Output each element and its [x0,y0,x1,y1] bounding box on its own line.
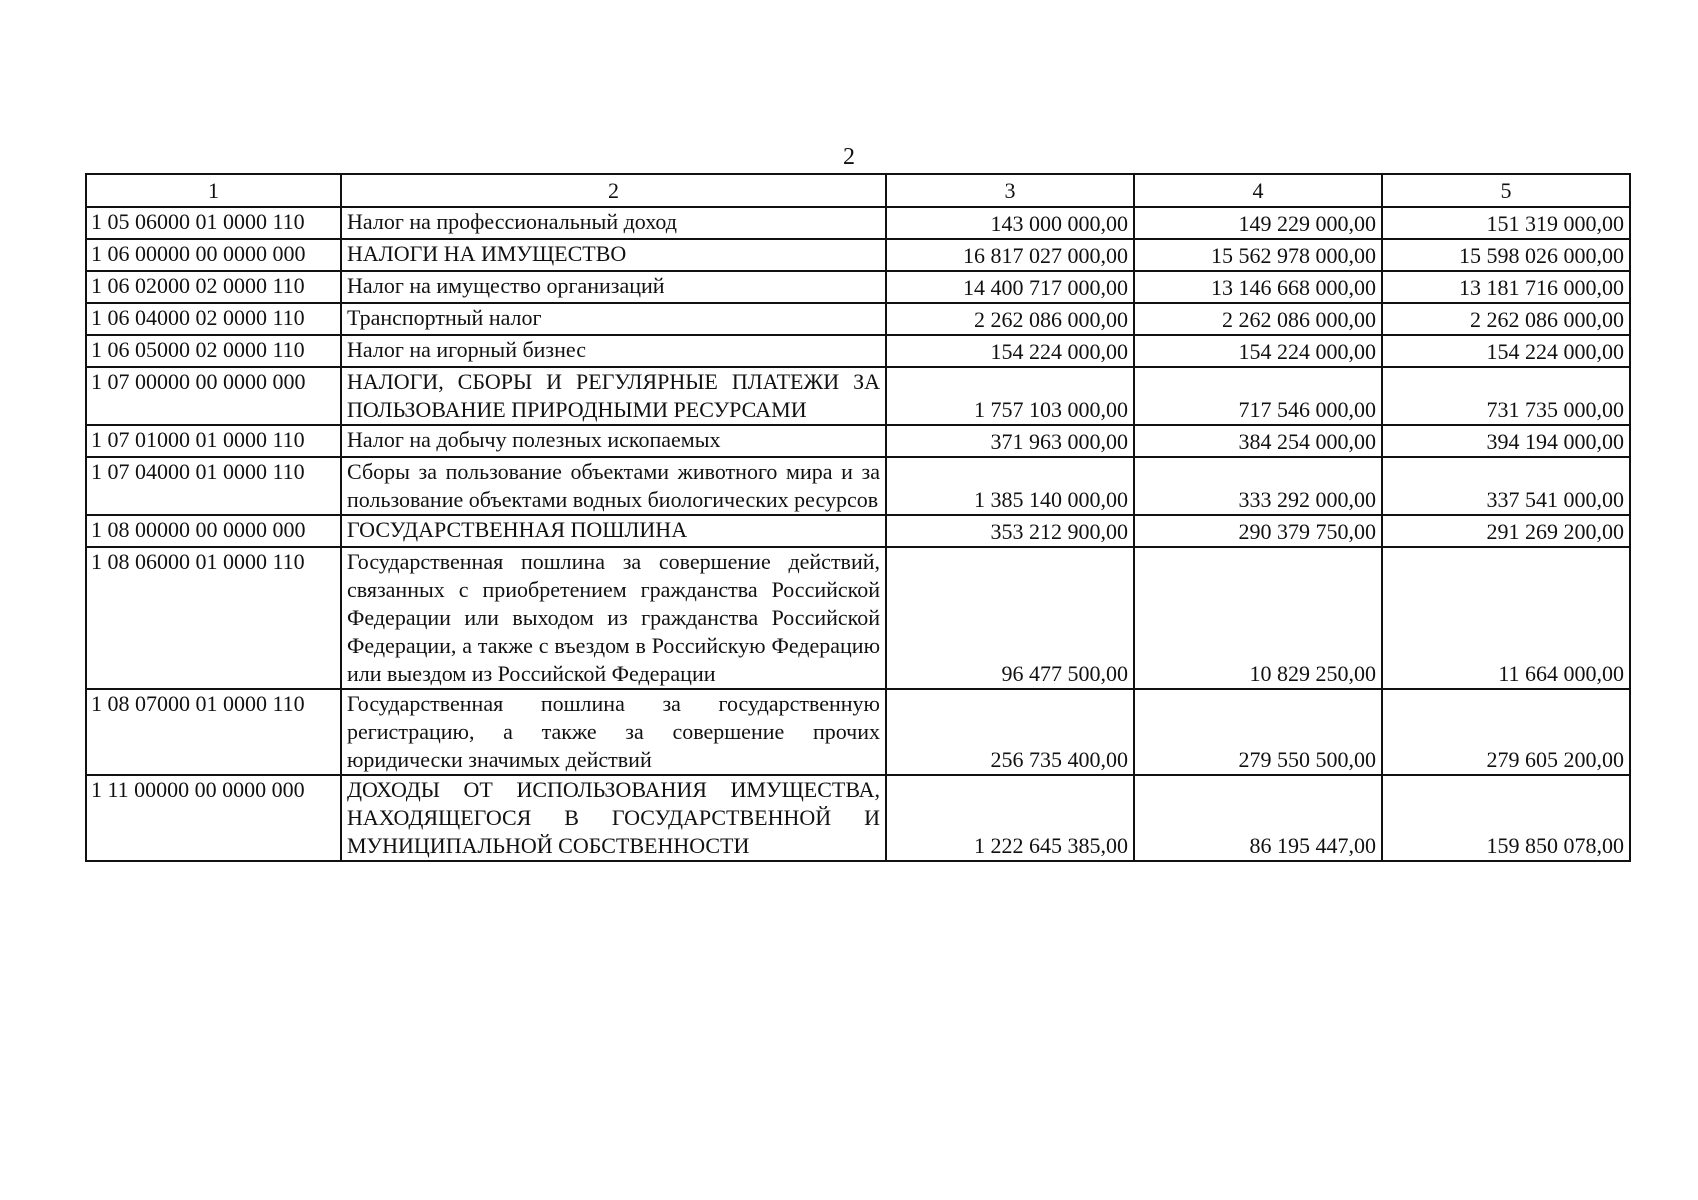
table-row [86,239,1630,271]
row-amount-col4: 154 224 000,00 [1134,335,1382,367]
row-amount-col5: 15 598 026 000,00 [1382,239,1630,271]
row-code: 1 06 05000 02 0000 110 [86,335,341,367]
row-amount-col5: 151 319 000,00 [1382,207,1630,239]
row-amount-col5: 13 181 716 000,00 [1382,271,1630,303]
table-row [86,689,1630,775]
row-code: 1 08 06000 01 0000 110 [86,547,341,689]
row-name: ГОСУДАРСТВЕННАЯ ПОШЛИНА [341,515,886,547]
table-row [86,515,1630,547]
row-amount-col5: 154 224 000,00 [1382,335,1630,367]
row-code: 1 11 00000 00 0000 000 [86,775,341,861]
row-code: 1 06 02000 02 0000 110 [86,271,341,303]
row-amount-col4: 279 550 500,00 [1134,689,1382,775]
row-amount-col3: 1 757 103 000,00 [886,367,1134,425]
row-amount-col4: 10 829 250,00 [1134,547,1382,689]
budget-revenue-table [85,173,1631,862]
row-code: 1 07 01000 01 0000 110 [86,425,341,457]
column-header-4: 4 [1134,174,1382,207]
column-header-1: 1 [86,174,341,207]
row-code: 1 07 04000 01 0000 110 [86,457,341,515]
row-amount-col4: 2 262 086 000,00 [1134,303,1382,335]
row-amount-col5: 731 735 000,00 [1382,367,1630,425]
column-header-5: 5 [1382,174,1630,207]
table-row [86,271,1630,303]
row-amount-col3: 96 477 500,00 [886,547,1134,689]
row-amount-col3: 14 400 717 000,00 [886,271,1134,303]
row-code: 1 05 06000 01 0000 110 [86,207,341,239]
table-row [86,335,1630,367]
row-amount-col5: 337 541 000,00 [1382,457,1630,515]
row-amount-col3: 1 222 645 385,00 [886,775,1134,861]
row-amount-col4: 384 254 000,00 [1134,425,1382,457]
row-amount-col5: 291 269 200,00 [1382,515,1630,547]
row-amount-col3: 16 817 027 000,00 [886,239,1134,271]
row-name: Государственная пошлина за совершение действий, связанных с приобретением гражданства Российской Федерации или выходом из гражданства Российской Федерации, а также с въездом в Российскую Федерацию или выездом из Российской Федерации [341,547,886,689]
row-amount-col3: 154 224 000,00 [886,335,1134,367]
row-amount-col3: 2 262 086 000,00 [886,303,1134,335]
row-name: Транспортный налог [341,303,886,335]
table-row [86,457,1630,515]
row-name: НАЛОГИ, СБОРЫ И РЕГУЛЯРНЫЕ ПЛАТЕЖИ ЗА ПОЛЬЗОВАНИЕ ПРИРОДНЫМИ РЕСУРСАМИ [341,367,886,425]
row-name: Сборы за пользование объектами животного мира и за пользование объектами водных биологических ресурсов [341,457,886,515]
table-row [86,207,1630,239]
table-row [86,367,1630,425]
table-row [86,775,1630,861]
row-code: 1 06 00000 00 0000 000 [86,239,341,271]
table-row [86,425,1630,457]
row-amount-col3: 353 212 900,00 [886,515,1134,547]
row-amount-col4: 717 546 000,00 [1134,367,1382,425]
row-code: 1 06 04000 02 0000 110 [86,303,341,335]
row-code: 1 07 00000 00 0000 000 [86,367,341,425]
row-amount-col5: 279 605 200,00 [1382,689,1630,775]
row-amount-col3: 1 385 140 000,00 [886,457,1134,515]
column-header-2: 2 [341,174,886,207]
table-header-row [86,174,1630,207]
row-amount-col4: 15 562 978 000,00 [1134,239,1382,271]
column-header-3: 3 [886,174,1134,207]
row-amount-col5: 394 194 000,00 [1382,425,1630,457]
row-name: Налог на имущество организаций [341,271,886,303]
row-amount-col3: 256 735 400,00 [886,689,1134,775]
row-amount-col5: 11 664 000,00 [1382,547,1630,689]
row-amount-col3: 371 963 000,00 [886,425,1134,457]
table-row [86,547,1630,689]
row-name: Налог на профессиональный доход [341,207,886,239]
row-name: ДОХОДЫ ОТ ИСПОЛЬЗОВАНИЯ ИМУЩЕСТВА, НАХОДЯЩЕГОСЯ В ГОСУДАРСТВЕННОЙ И МУНИЦИПАЛЬНОЙ СОБСТВЕННОСТИ [341,775,886,861]
row-amount-col4: 333 292 000,00 [1134,457,1382,515]
row-name: Налог на добычу полезных ископаемых [341,425,886,457]
row-code: 1 08 00000 00 0000 000 [86,515,341,547]
page-number: 2 [843,144,855,170]
row-name: Налог на игорный бизнес [341,335,886,367]
row-amount-col4: 86 195 447,00 [1134,775,1382,861]
row-name: Государственная пошлина за государственную регистрацию, а также за совершение прочих юридически значимых действий [341,689,886,775]
table-row [86,303,1630,335]
row-name: НАЛОГИ НА ИМУЩЕСТВО [341,239,886,271]
row-code: 1 08 07000 01 0000 110 [86,689,341,775]
row-amount-col5: 2 262 086 000,00 [1382,303,1630,335]
row-amount-col4: 13 146 668 000,00 [1134,271,1382,303]
row-amount-col4: 290 379 750,00 [1134,515,1382,547]
row-amount-col4: 149 229 000,00 [1134,207,1382,239]
row-amount-col3: 143 000 000,00 [886,207,1134,239]
row-amount-col5: 159 850 078,00 [1382,775,1630,861]
